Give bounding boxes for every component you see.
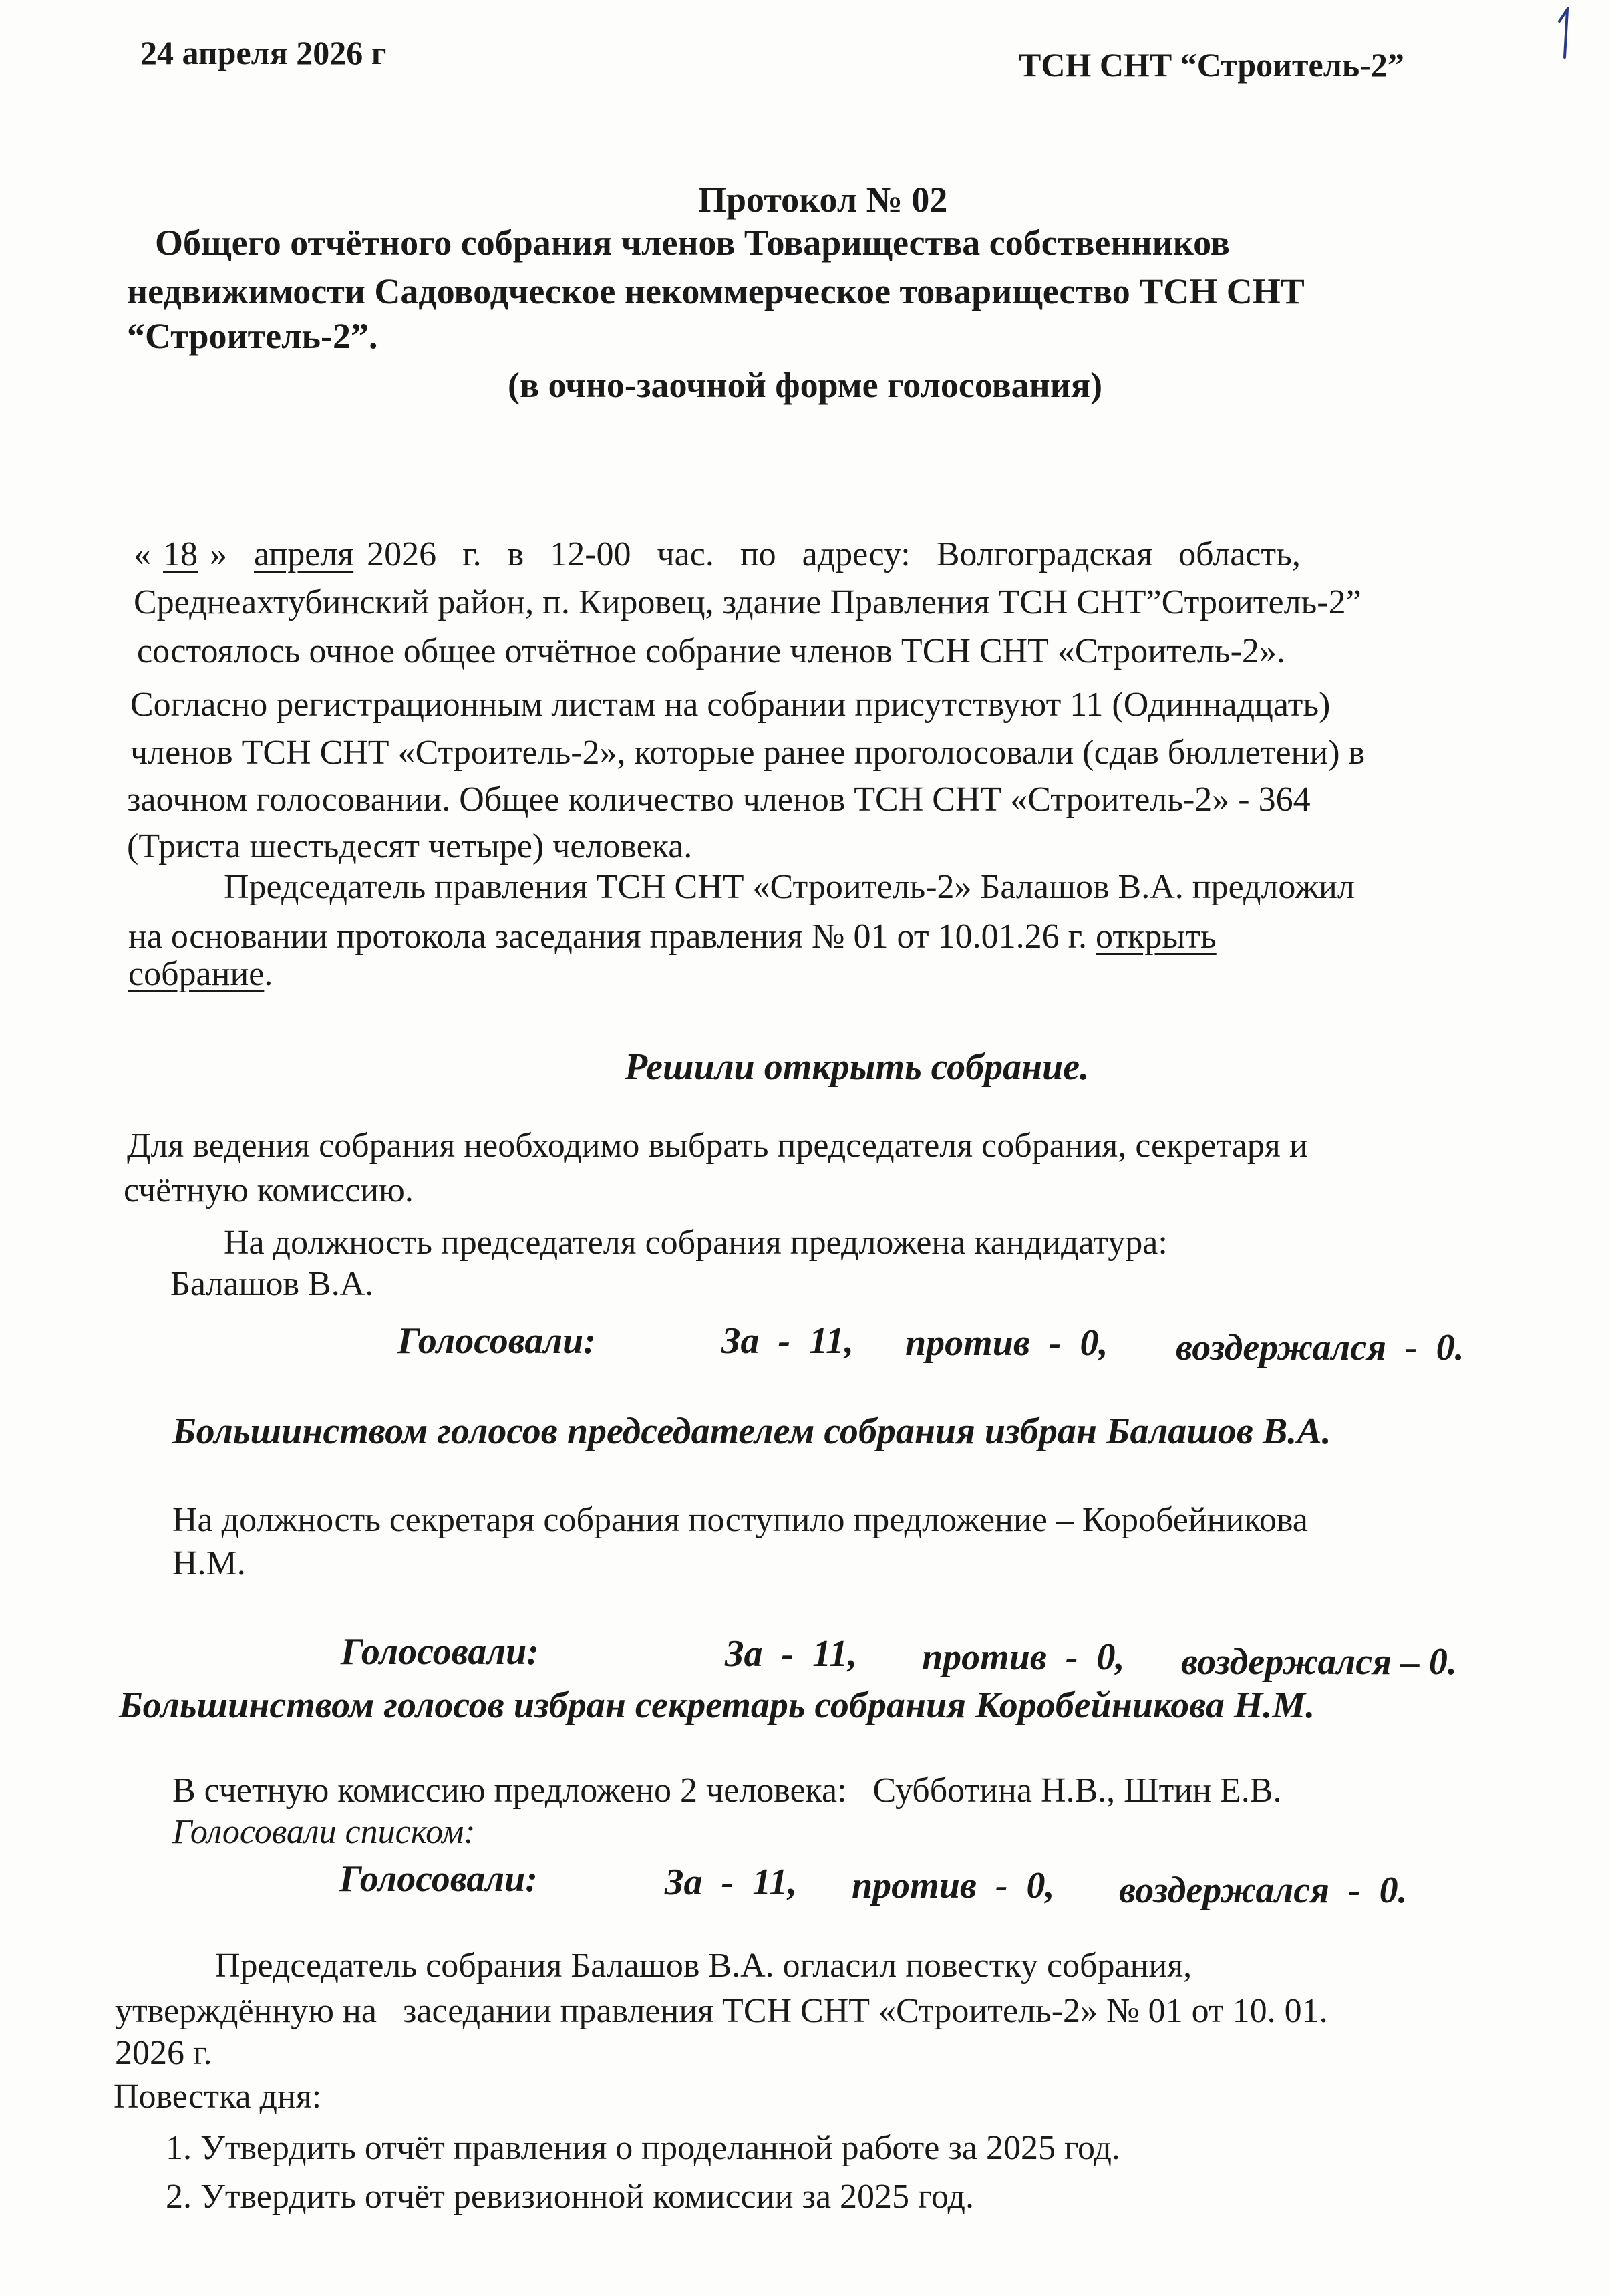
commission-vote-label: Голосовали: [339,1858,538,1900]
chair-nomination: На должность председателя собрания предложена кандидатура: [224,1224,1168,1262]
secretary-vote-label: Голосовали: [341,1631,539,1673]
title-line-4: “Строитель-2”. [127,316,378,356]
intro-line-2: Среднеахтубинский район, п. Кировец, здание Правления ТСН СНТ”Строитель-2” [134,583,1361,621]
chair-vote-for: За - 11, [721,1320,854,1362]
meeting-word: собрание [128,955,265,993]
chair-result: Большинством голосов председателем собрания избран Балашов В.А. [172,1411,1331,1452]
intro-line-8: Председатель правления ТСН СНТ «Строитель-2» Балашов В.А. предложил [224,868,1355,906]
agenda-heading: Повестка дня: [114,2077,322,2116]
election-need-line-1: Для ведения собрания необходимо выбрать председателя собрания, секретаря и [127,1127,1308,1165]
title-line-3: недвижимости Садоводческое некоммерческое товарищество ТСН СНТ [127,271,1305,311]
title-line-2: Общего отчётного собрания членов Товарищества собственников [155,223,1230,263]
intro-line-1 [134,535,1301,574]
voting-form: (в очно-заочной форме голосования) [508,365,1103,405]
quote-close: » [210,535,227,573]
intro-line-9 [128,917,1217,956]
intro-line-4: Согласно регистрационным листам на собрании присутствуют 11 (Одиннадцать) [130,686,1331,724]
chair-vote-abstain: воздержался - 0. [1176,1327,1464,1369]
intro-line-5: членов ТСН СНТ «Строитель-2», которые ранее проголосовали (сдав бюллетени) в [130,734,1365,772]
secretary-nomination-line-2: Н.М. [172,1544,246,1582]
chair-vote-against: против - 0, [905,1322,1108,1364]
meeting-day: 18 [163,535,198,573]
commission-list-vote: Голосовали списком: [172,1813,476,1851]
protocol-number: Протокол № 02 [698,180,948,220]
commission-vote-for: За - 11, [665,1862,798,1903]
open-meeting-phrase: открыть [1096,917,1217,956]
organization-name: ТСН СНТ “Строитель-2” [1019,46,1404,84]
secretary-result: Большинством голосов избран секретарь собрания Коробейникова Н.М. [119,1685,1315,1726]
quote-open: « [134,535,151,573]
secretary-vote-abstain: воздержался – 0. [1181,1641,1457,1683]
page-number-mark [1557,7,1573,60]
decision-open-meeting: Решили открыть собрание. [625,1046,1090,1088]
secretary-vote-for: За - 11, [725,1633,858,1675]
agenda-intro-line-3: 2026 г. [115,2034,212,2072]
chair-candidate: Балашов В.А. [170,1265,374,1303]
chair-vote-label: Голосовали: [397,1320,596,1362]
election-need-line-2: счётную комиссию. [124,1171,414,1209]
commission-nomination: В счетную комиссию предложено 2 человека: Субботина Н.В., Штин Е.В. [172,1771,1282,1810]
commission-vote-against: против - 0, [852,1865,1055,1906]
secretary-vote-against: против - 0, [922,1636,1125,1678]
intro-line-1-rest: 2026 г. в 12-00 час. по адресу: Волгоградская область, [367,535,1301,573]
agenda-item: 1. Утвердить отчёт правления о проделанной работе за 2025 год. [166,2129,1120,2167]
agenda-intro-line-1: Председатель собрания Балашов В.А. огласил повестку собрания, [215,1947,1192,1985]
intro-line-9-text: на основании протокола заседания правления № 01 от 10.01.26 г. [128,917,1096,956]
commission-vote-abstain: воздержался - 0. [1119,1870,1408,1911]
intro-line-6: заочном голосовании. Общее количество членов ТСН СНТ «Строитель-2» - 364 [127,780,1311,819]
agenda-item: 2. Утвердить отчёт ревизионной комиссии за 2025 год. [166,2178,975,2216]
period: . [264,955,273,993]
meeting-month: апреля [254,535,354,573]
agenda-intro-line-2: утверждённую на заседании правления ТСН СНТ «Строитель-2» № 01 от 10. 01. [115,1992,1328,2030]
document-date: 24 апреля 2026 г [140,34,387,71]
secretary-nomination-line-1: На должность секретаря собрания поступило предложение – Коробейникова [172,1501,1308,1539]
intro-line-10 [128,954,273,994]
intro-line-3: состоялось очное общее отчётное собрание членов ТСН СНТ «Строитель-2». [137,632,1285,670]
intro-line-7: (Триста шестьдесят четыре) человека. [127,827,693,865]
